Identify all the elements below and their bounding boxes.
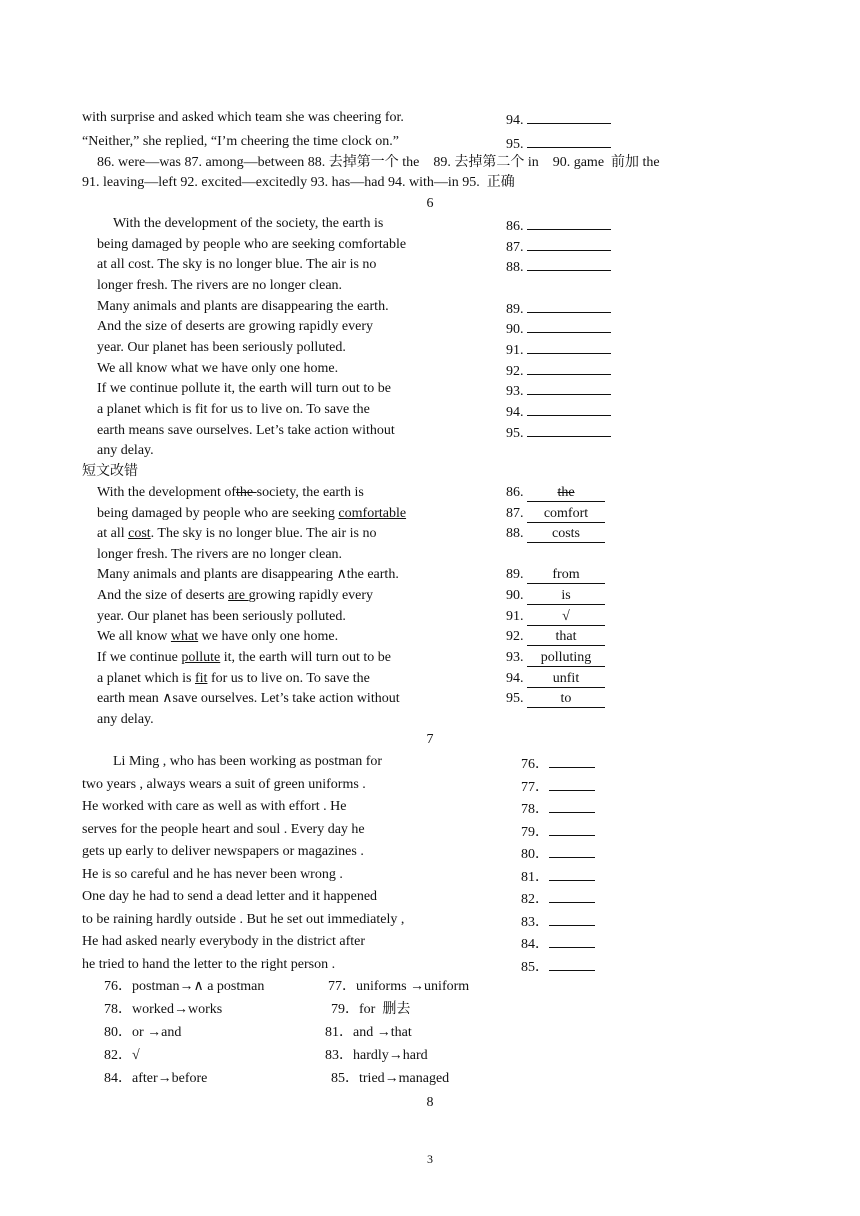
answer-blank: 81． — [521, 866, 595, 887]
corrected-line: earth mean ∧save ourselves. Let’s take action without — [97, 691, 400, 706]
corrected-line: And the size of deserts are growing rapidly every — [97, 588, 374, 603]
text-line: Many animals and plants are disappearing the earth. — [97, 299, 389, 314]
answer-blank: 79． — [521, 821, 595, 842]
answer-blank: 85． — [521, 956, 595, 977]
corrected-line: at all cost. The sky is no longer blue. The air is no — [97, 526, 377, 541]
answer-blank: 86. — [506, 215, 611, 236]
answer-key-line: 91. leaving—left 92. excited—excitedly 93. has—had 94. with—in 95. 正确 — [82, 175, 515, 190]
section-heading: 6 — [426, 196, 434, 211]
answer-blank: 76． — [521, 753, 595, 774]
answer-item: 86. the — [506, 484, 605, 502]
answer-item: 93. polluting — [506, 649, 605, 667]
corrected-line: longer fresh. The rivers are no longer clean. — [97, 547, 343, 562]
answer-blank: 95. — [506, 133, 611, 154]
text-line: to be raining hardly outside . But he set out immediately , — [82, 912, 405, 927]
answer-key-item: 81．and →that — [325, 1025, 412, 1040]
answer-key-item: 78．worked→works — [104, 1002, 223, 1017]
text-line: “Neither,” she replied, “I’m cheering the time clock on.” — [82, 134, 400, 149]
answer-blank: 93. — [506, 380, 611, 401]
answer-blank: 82． — [521, 888, 595, 909]
text-line: And the size of deserts are growing rapidly every — [97, 319, 374, 334]
answer-item: 95. to — [506, 690, 605, 708]
answer-blank: 88. — [506, 256, 611, 277]
answer-item: 87. comfort — [506, 505, 605, 523]
answer-item: 89. from — [506, 566, 605, 584]
corrected-line: year. Our planet has been seriously polluted. — [97, 609, 346, 624]
corrected-line: any delay. — [97, 712, 154, 727]
answer-blank: 94. — [506, 109, 611, 130]
answer-key-item: 84．after→before — [104, 1071, 208, 1086]
text-line: If we continue pollute it, the earth will turn out to be — [97, 381, 391, 396]
answer-key-item: 80．or →and — [104, 1025, 182, 1040]
answer-blank: 91. — [506, 339, 611, 360]
answer-blank: 80． — [521, 843, 595, 864]
answer-blank: 89. — [506, 298, 611, 319]
answer-blank: 84． — [521, 933, 595, 954]
answer-blank: 78． — [521, 798, 595, 819]
answer-key-heading: 短文改错 — [82, 464, 138, 479]
text-line: with surprise and asked which team she was cheering for. — [82, 110, 404, 125]
text-line: he tried to hand the letter to the right person . — [82, 957, 336, 972]
corrected-line: With the development ofthe society, the earth is — [97, 485, 364, 500]
answer-item: 88. costs — [506, 525, 605, 543]
answer-key-item: 77．uniforms →uniform — [328, 979, 470, 994]
answer-key-item: 76．postman→∧ a postman — [104, 979, 265, 994]
text-line: He is so careful and he has never been wrong . — [82, 867, 343, 882]
text-line: gets up early to deliver newspapers or magazines . — [82, 844, 364, 859]
answer-blank: 92. — [506, 360, 611, 381]
answer-item: 94. unfit — [506, 670, 605, 688]
text-line: year. Our planet has been seriously polluted. — [97, 340, 346, 355]
answer-blank: 95. — [506, 422, 611, 443]
section-heading: 7 — [426, 732, 434, 747]
text-line: at all cost. The sky is no longer blue. The air is no — [97, 257, 377, 272]
answer-key-item: 83．hardly→hard — [325, 1048, 428, 1063]
text-line: two years , always wears a suit of green uniforms . — [82, 777, 366, 792]
text-line: With the development of the society, the earth is — [113, 216, 384, 231]
text-line: We all know what we have only one home. — [97, 361, 339, 376]
section-heading: 8 — [426, 1095, 434, 1110]
text-line: Li Ming , who has been working as postman for — [113, 754, 383, 769]
answer-blank: 90. — [506, 318, 611, 339]
corrected-line: If we continue pollute it, the earth will turn out to be — [97, 650, 391, 665]
answer-blank: 94. — [506, 401, 611, 422]
text-line: He had asked nearly everybody in the district after — [82, 934, 366, 949]
corrected-line: being damaged by people who are seeking comfortable — [97, 506, 407, 521]
answer-blank: 77． — [521, 776, 595, 797]
answer-key-item: 82．√ — [104, 1048, 140, 1063]
text-line: He worked with care as well as with effort . He — [82, 799, 347, 814]
text-line: One day he had to send a dead letter and it happened — [82, 889, 378, 904]
text-line: earth means save ourselves. Let’s take action without — [97, 423, 395, 438]
answer-blank: 83． — [521, 911, 595, 932]
corrected-line: a planet which is fit for us to live on. To save the — [97, 671, 370, 686]
answer-item: 92. that — [506, 628, 605, 646]
corrected-line: Many animals and plants are disappearing ∧the earth. — [97, 567, 399, 582]
answer-key-line: 86. were—was 87. among—between 88. 去掉第一个 the 89. 去掉第二个 in 90. game 前加 the — [97, 155, 660, 170]
text-line: being damaged by people who are seeking comfortable — [97, 237, 407, 252]
text-line: any delay. — [97, 443, 154, 458]
answer-item: 90. is — [506, 587, 605, 605]
answer-key-item: 79．for 删去 — [331, 1002, 411, 1017]
text-line: a planet which is fit for us to live on. To save the — [97, 402, 370, 417]
answer-item: 91. √ — [506, 608, 605, 626]
page-number: 3 — [427, 1152, 433, 1166]
corrected-line: We all know what we have only one home. — [97, 629, 339, 644]
text-line: serves for the people heart and soul . Every day he — [82, 822, 365, 837]
answer-blank: 87. — [506, 236, 611, 257]
text-line: longer fresh. The rivers are no longer clean. — [97, 278, 343, 293]
answer-key-item: 85．tried→managed — [331, 1071, 450, 1086]
